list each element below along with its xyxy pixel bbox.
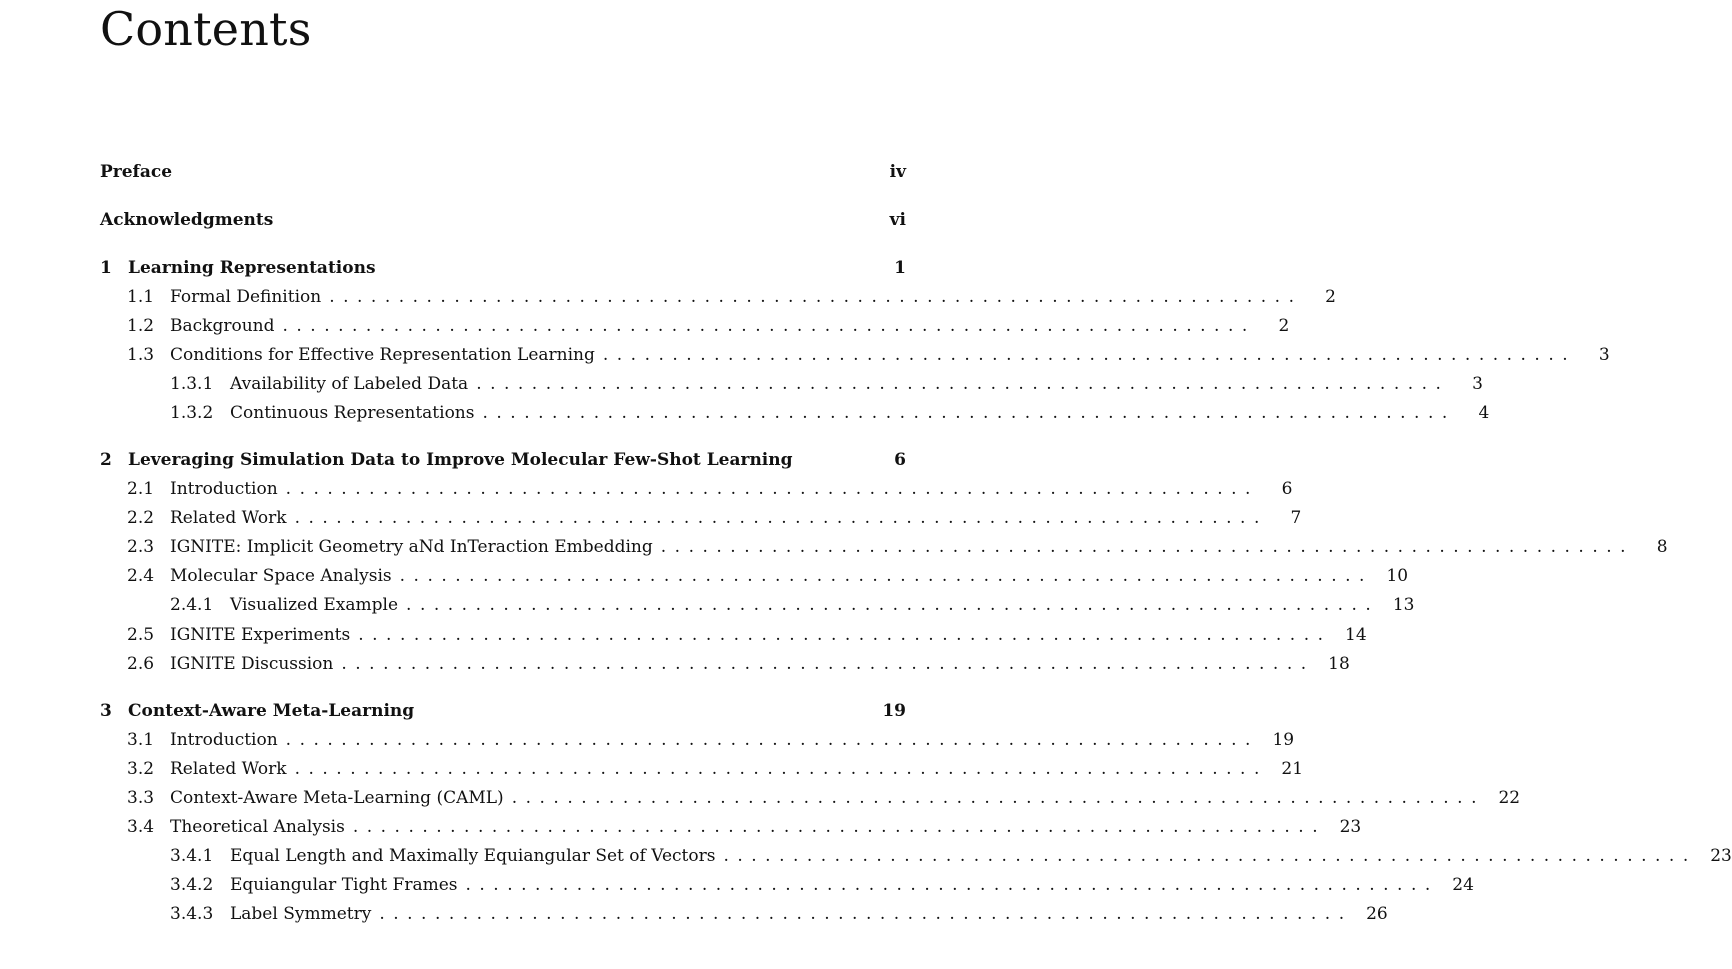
toc-entry[interactable] xyxy=(127,759,1304,781)
toc-entry-page-number: 18 xyxy=(1328,654,1350,674)
toc-entry-page-number: 24 xyxy=(1452,875,1474,895)
toc-leader-dots: . . . . . . . . . . . . . . . . . . . . . . . . . . . . . . . . . . . . . . . . . . . . . . . . . . . . . . . . . . . . . . . . . . . . . . xyxy=(465,875,1431,895)
toc-leader-dots: . . . . . . . . . . . . . . . . . . . . . . . . . . . . . . . . . . . . . . . . . . . . . . . . . . . . . . . . . . . . . . . . . . . . . . xyxy=(476,374,1441,394)
toc-entry-number: 3.4 xyxy=(127,817,155,837)
toc-entry[interactable] xyxy=(127,654,1350,676)
toc-entry[interactable] xyxy=(100,450,906,472)
toc-entry-title: Visualized Example xyxy=(230,595,399,615)
toc-entry-number: 1.1 xyxy=(127,287,155,307)
toc-entry-title: Related Work xyxy=(170,508,287,528)
toc-entry-title: Conditions for Effective Representation Learning xyxy=(170,345,595,365)
toc-entry-number: 2.1 xyxy=(127,479,155,499)
toc-entry[interactable] xyxy=(170,904,1388,926)
toc-entry-title: Formal Definition xyxy=(170,287,322,307)
toc-entry-page-number: 19 xyxy=(882,701,906,721)
toc-leader-dots: . . . . . . . . . . . . . . . . . . . . . . . . . . . . . . . . . . . . . . . . . . . . . . . . . . . . . . . . . . . . . . . . . . . . . . xyxy=(379,904,1345,924)
toc-entry-number: 3.4.3 xyxy=(170,904,214,924)
toc-entry[interactable] xyxy=(127,537,1668,559)
toc-entry-title: Availability of Labeled Data xyxy=(230,374,469,394)
toc-entry-page-number: 6 xyxy=(894,450,906,470)
toc-leader-dots: . . . . . . . . . . . . . . . . . . . . . . . . . . . . . . . . . . . . . . . . . . . . . . . . . . . . . . . . . . . . . . . . . . . . . . xyxy=(285,479,1251,499)
toc-entry[interactable] xyxy=(127,730,1295,752)
toc-leader-dots: . . . . . . . . . . . . . . . . . . . . . . . . . . . . . . . . . . . . . . . . . . . . . . . . . . . . . . . . . . . . . . . . . . . . . . xyxy=(329,287,1294,307)
toc-entry[interactable] xyxy=(127,479,1293,501)
toc-entry-title: Equiangular Tight Frames xyxy=(230,875,458,895)
toc-entry[interactable] xyxy=(127,788,1521,810)
toc-entry-number: 2.4.1 xyxy=(170,595,214,615)
toc-entry-page-number: 21 xyxy=(1281,759,1304,779)
toc-leader-dots: . . . . . . . . . . . . . . . . . . . . . . . . . . . . . . . . . . . . . . . . . . . . . . . . . . . . . . . . . . . . . . . . . . . . . . xyxy=(282,316,1248,336)
toc-entry[interactable] xyxy=(127,316,1290,338)
toc-entry[interactable] xyxy=(170,595,1415,617)
toc-entry-page-number: 26 xyxy=(1366,904,1388,924)
toc-entry-number: 1 xyxy=(100,258,112,278)
toc-entry[interactable] xyxy=(100,162,906,184)
toc-leader-dots: . . . . . . . . . . . . . . . . . . . . . . . . . . . . . . . . . . . . . . . . . . . . . . . . . . . . . . . . . . . . . . . . . . . . . . xyxy=(294,759,1260,779)
toc-entry-title: Preface xyxy=(100,162,173,182)
toc-leader-dots: . . . . . . . . . . . . . . . . . . . . . . . . . . . . . . . . . . . . . . . . . . . . . . . . . . . . . . . . . . . . . . . . . . . . . . xyxy=(358,625,1324,645)
toc-entry-number: 3.2 xyxy=(127,759,155,779)
toc-entry-title: Continuous Representations xyxy=(230,403,475,423)
toc-entry-page-number: 4 xyxy=(1478,403,1490,423)
toc-entry-page-number: 3 xyxy=(1598,345,1610,365)
toc-entry-number: 1.3.2 xyxy=(170,403,214,423)
toc-entry-number: 2.6 xyxy=(127,654,155,674)
toc-entry-title: Introduction xyxy=(170,730,278,750)
toc-entry-number: 3 xyxy=(100,701,112,721)
toc-entry[interactable] xyxy=(170,403,1490,425)
toc-leader-dots: . . . . . . . . . . . . . . . . . . . . . . . . . . . . . . . . . . . . . . . . . . . . . . . . . . . . . . . . . . . . . . . . . . . . . . xyxy=(399,566,1365,586)
toc-entry-page-number: 13 xyxy=(1392,595,1415,615)
toc-entry-number: 3.4.2 xyxy=(170,875,214,895)
toc-entry[interactable] xyxy=(127,625,1367,647)
toc-leader-dots: . . . . . . . . . . . . . . . . . . . . . . . . . . . . . . . . . . . . . . . . . . . . . . . . . . . . . . . . . . . . . . . . . . . . . . xyxy=(723,846,1689,866)
toc-entry[interactable] xyxy=(100,210,906,232)
toc-entry[interactable] xyxy=(170,846,1732,868)
toc-entry-number: 2.5 xyxy=(127,625,155,645)
toc-leader-dots: . . . . . . . . . . . . . . . . . . . . . . . . . . . . . . . . . . . . . . . . . . . . . . . . . . . . . . . . . . . . . . . . . . . . . . xyxy=(602,345,1568,365)
toc-leader-dots: . . . . . . . . . . . . . . . . . . . . . . . . . . . . . . . . . . . . . . . . . . . . . . . . . . . . . . . . . . . . . . . . . . . . . . xyxy=(341,654,1307,674)
toc-entry-page-number: 22 xyxy=(1498,788,1521,808)
toc-entry-page-number: 7 xyxy=(1290,508,1302,528)
toc-entry-page-number: iv xyxy=(889,162,906,182)
toc-entry-page-number: 3 xyxy=(1472,374,1483,394)
toc-entry-title: IGNITE Experiments xyxy=(170,625,351,645)
toc-leader-dots: . . . . . . . . . . . . . . . . . . . . . . . . . . . . . . . . . . . . . . . . . . . . . . . . . . . . . . . . . . . . . . . . . . . . . . xyxy=(352,817,1318,837)
toc-entry[interactable] xyxy=(127,287,1336,309)
toc-entry-title: IGNITE Discussion xyxy=(170,654,334,674)
toc-entry-page-number: 23 xyxy=(1339,817,1362,837)
toc-entry-page-number: 10 xyxy=(1386,566,1409,586)
toc-entry-title: Introduction xyxy=(170,479,278,499)
toc-entry-title: Theoretical Analysis xyxy=(170,817,345,837)
toc-entry-title: Context-Aware Meta-Learning xyxy=(128,701,415,721)
toc-entry-page-number: 19 xyxy=(1272,730,1295,750)
toc-entry-page-number: 1 xyxy=(894,258,906,278)
toc-entry-page-number: 8 xyxy=(1656,537,1668,557)
toc-entry-number: 2 xyxy=(100,450,112,470)
toc-entry-title: Molecular Space Analysis xyxy=(170,566,392,586)
toc-entry-number: 2.3 xyxy=(127,537,155,557)
toc-leader-dots: . . . . . . . . . . . . . . . . . . . . . . . . . . . . . . . . . . . . . . . . . . . . . . . . . . . . . . . . . . . . . . . . . . . . . . xyxy=(511,788,1477,808)
toc-entry-page-number: 23 xyxy=(1710,846,1732,866)
toc-entry-page-number: 6 xyxy=(1281,479,1293,499)
toc-entry-title: Leveraging Simulation Data to Improve Molecular Few-Shot Learning xyxy=(128,450,793,470)
page-title: Contents xyxy=(100,2,312,56)
toc-entry-title: Context-Aware Meta-Learning (CAML) xyxy=(170,788,504,808)
toc-entry-number: 1.3 xyxy=(127,345,155,365)
toc-entry-page-number: vi xyxy=(889,210,906,230)
toc-entry[interactable] xyxy=(127,817,1362,839)
toc-entry-number: 3.3 xyxy=(127,788,155,808)
toc-entry-title: Related Work xyxy=(170,759,287,779)
toc-entry-title: Label Symmetry xyxy=(230,904,372,924)
toc-entry-page-number: 14 xyxy=(1345,625,1367,645)
toc-entry[interactable] xyxy=(100,258,906,280)
toc-entry-number: 1.2 xyxy=(127,316,155,336)
toc-entry-title: Background xyxy=(170,316,275,336)
toc-entry-title: IGNITE: Implicit Geometry aNd InTeraction Embedding xyxy=(170,537,653,557)
toc-entry-number: 2.2 xyxy=(127,508,155,528)
toc-entry[interactable] xyxy=(127,566,1409,588)
toc-entry[interactable] xyxy=(100,701,906,723)
toc-entry[interactable] xyxy=(170,374,1483,396)
toc-entry[interactable] xyxy=(170,875,1474,897)
toc-entry-title: Learning Representations xyxy=(128,258,376,278)
toc-leader-dots: . . . . . . . . . . . . . . . . . . . . . . . . . . . . . . . . . . . . . . . . . . . . . . . . . . . . . . . . . . . . . . . . . . . . . . xyxy=(482,403,1448,423)
toc-entry[interactable] xyxy=(127,345,1610,367)
toc-entry-page-number: 2 xyxy=(1325,287,1336,307)
toc-entry-number: 3.4.1 xyxy=(170,846,214,866)
toc-entry-page-number: 2 xyxy=(1278,316,1290,336)
toc-leader-dots: . . . . . . . . . . . . . . . . . . . . . . . . . . . . . . . . . . . . . . . . . . . . . . . . . . . . . . . . . . . . . . . . . . . . . . xyxy=(285,730,1251,750)
toc-entry[interactable] xyxy=(127,508,1302,530)
toc-entry-number: 2.4 xyxy=(127,566,155,586)
toc-entry-title: Equal Length and Maximally Equiangular Set of Vectors xyxy=(230,846,716,866)
toc-leader-dots: . . . . . . . . . . . . . . . . . . . . . . . . . . . . . . . . . . . . . . . . . . . . . . . . . . . . . . . . . . . . . . . . . . . . . . xyxy=(660,537,1626,557)
toc-entry-title: Acknowledgments xyxy=(100,210,274,230)
toc-leader-dots: . . . . . . . . . . . . . . . . . . . . . . . . . . . . . . . . . . . . . . . . . . . . . . . . . . . . . . . . . . . . . . . . . . . . . . xyxy=(294,508,1260,528)
toc-entry-number: 3.1 xyxy=(127,730,155,750)
toc-leader-dots: . . . . . . . . . . . . . . . . . . . . . . . . . . . . . . . . . . . . . . . . . . . . . . . . . . . . . . . . . . . . . . . . . . . . . . xyxy=(406,595,1371,615)
toc-entry-number: 1.3.1 xyxy=(170,374,214,394)
